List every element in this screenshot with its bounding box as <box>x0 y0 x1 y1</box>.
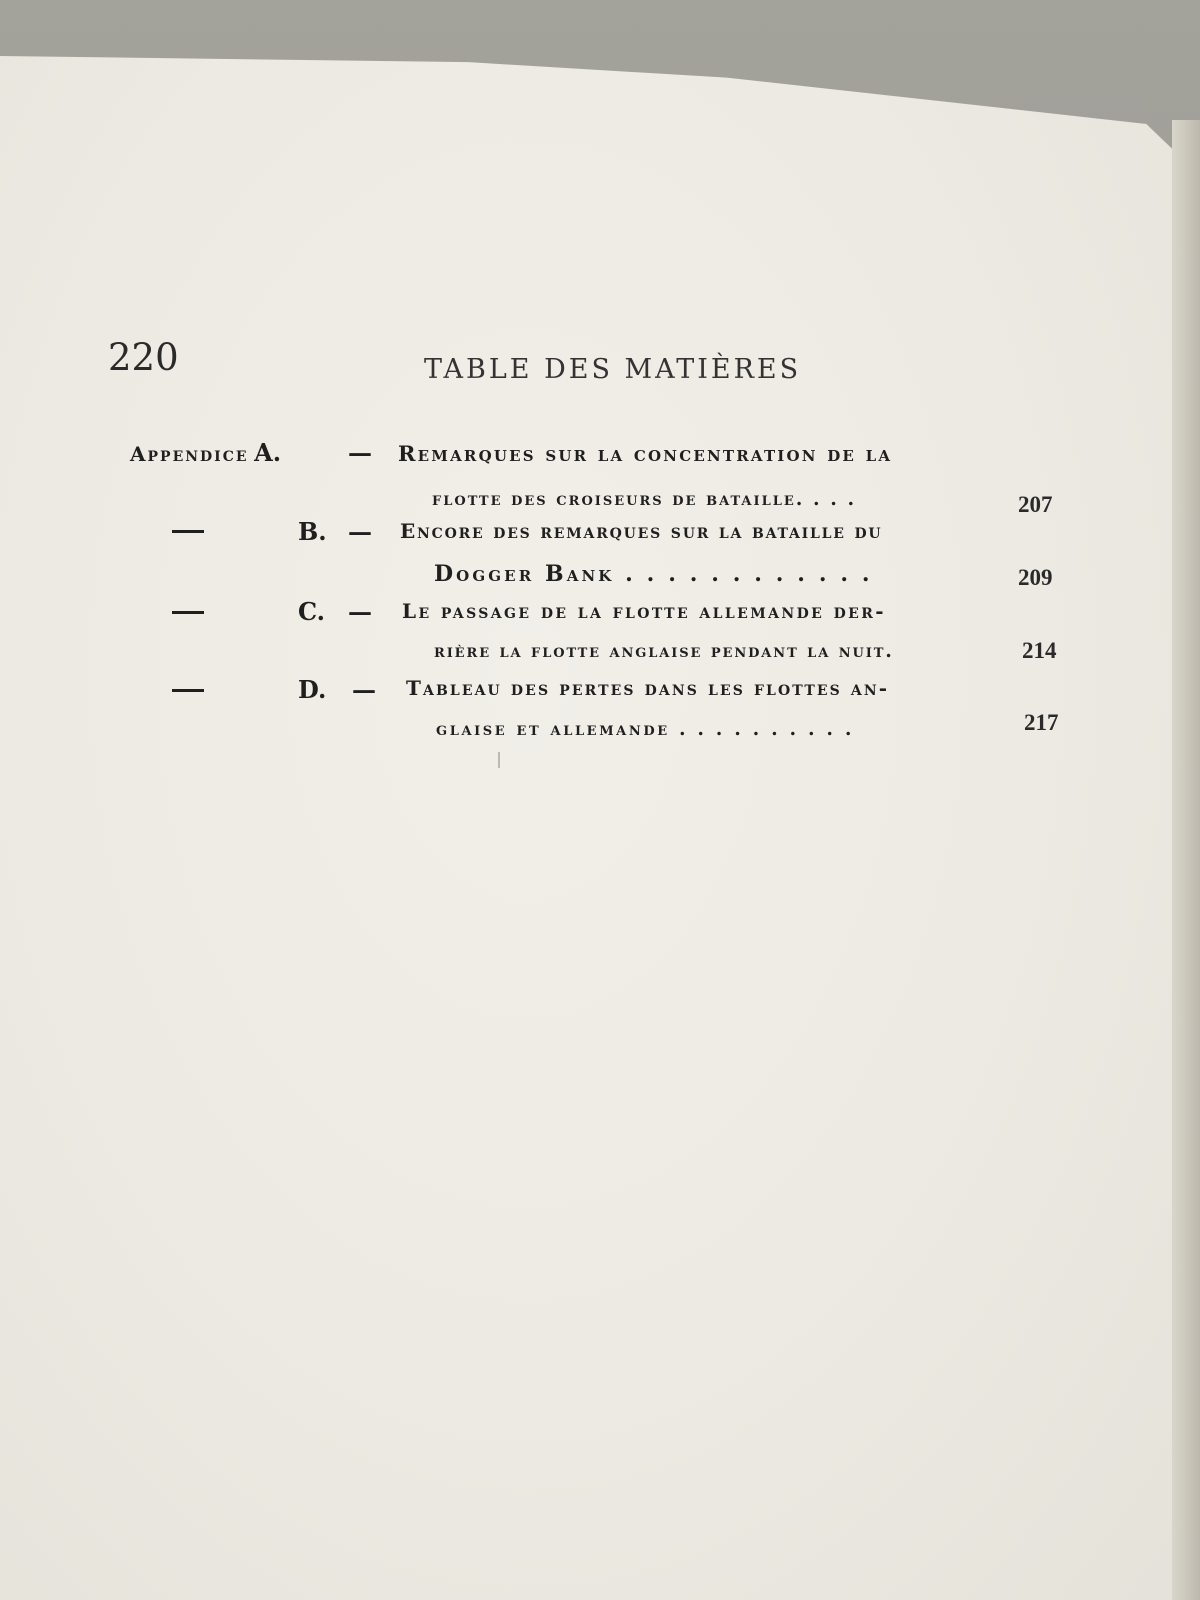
book-page <box>0 56 1172 1600</box>
toc-entry-c-title-line2: rière la flotte anglaise pendant la nuit. <box>434 640 894 662</box>
page-number: 220 <box>108 336 179 379</box>
toc-entry-a-page: 207 <box>1018 492 1053 517</box>
toc-entry-b-page: 209 <box>1018 565 1053 590</box>
toc-entry-c-title-line1: Le passage de la flotte allemande der- <box>402 599 886 623</box>
toc-entry-b-letter: B. <box>298 517 327 546</box>
toc-entry-c-dash: — <box>348 597 372 626</box>
toc-entry-a-prefix <box>130 438 281 467</box>
toc-entry-d-page: 217 <box>1024 710 1059 735</box>
toc-entry-c-letter: C. <box>298 597 326 626</box>
ditto-mark-d <box>172 689 204 692</box>
toc-entry-b-dash: — <box>348 517 372 546</box>
toc-entry-d-title-line2: glaise et allemande . . . . . . . . . . <box>436 718 855 740</box>
running-head: TABLE DES MATIÈRES <box>424 354 802 385</box>
toc-entry-a-title-line2: flotte des croiseurs de bataille. . . . <box>432 488 857 510</box>
toc-entry-d-dash: — <box>352 675 376 704</box>
appendix-letter: A. <box>254 438 282 467</box>
toc-entry-a-dash: — <box>348 438 372 467</box>
toc-entry-d-title-line1: Tableau des pertes dans les flottes an- <box>406 676 890 700</box>
toc-entry-b-title-line1: Encore des remarques sur la bataille du <box>400 519 883 543</box>
ditto-mark-b <box>172 530 204 533</box>
page-edge <box>1172 120 1200 1600</box>
toc-entry-d-letter: D. <box>298 675 327 704</box>
paper-mark <box>498 752 500 768</box>
toc-entry-c-page: 214 <box>1022 638 1057 663</box>
toc-entry-a-title-line1: Remarques sur la concentration de la <box>398 441 893 466</box>
appendix-label: Appendice <box>130 442 249 466</box>
toc-entry-b-title-line2: Dogger Bank . . . . . . . . . . . . <box>434 561 873 587</box>
ditto-mark-c <box>172 611 204 614</box>
